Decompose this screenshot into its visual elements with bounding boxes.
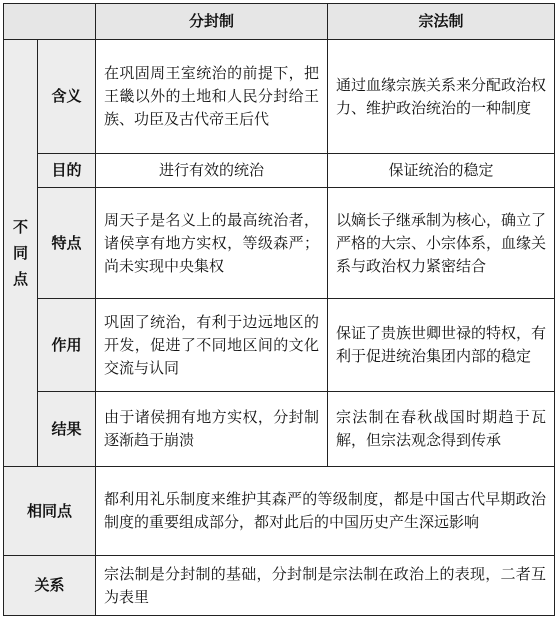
- cell-effect-zongfa: 保证了贵族世卿世禄的特权，有利于促进统治集团内部的稳定: [328, 299, 555, 392]
- row-effect: [4, 299, 555, 392]
- group-label-char: 不: [12, 218, 28, 237]
- row-label-relationship: 关系: [4, 556, 96, 616]
- cell-relationship: 宗法制是分封制的基础，分封制是宗法制在政治上的表现，二者互为表里: [96, 556, 555, 616]
- row-label-effect: 作用: [38, 299, 96, 392]
- cell-meaning-fengjian: 在巩固周王室统治的前提下，把王畿以外的土地和人民分封给王族、功臣及古代帝王后代: [96, 40, 328, 153]
- row-label-features: 特点: [38, 188, 96, 299]
- cell-purpose-zongfa: 保证统治的稳定: [328, 153, 555, 187]
- row-result: [4, 392, 555, 467]
- row-label-similarities: 相同点: [4, 467, 96, 556]
- header-fengjian: 分封制: [96, 4, 328, 40]
- cell-meaning-zongfa: 通过血缘宗族关系来分配政治权力、维护政治统治的一种制度: [328, 40, 555, 153]
- row-label-meaning: 含义: [38, 40, 96, 153]
- cell-features-zongfa: 以嫡长子继承制为核心，确立了严格的大宗、小宗体系，血缘关系与政治权力紧密结合: [328, 188, 555, 299]
- row-label-purpose: 目的: [38, 153, 96, 187]
- row-relationship: [4, 556, 555, 616]
- group-label-char: 点: [12, 270, 28, 289]
- row-features: [4, 188, 555, 299]
- cell-effect-fengjian: 巩固了统治，有利于边远地区的开发，促进了不同地区间的文化交流与认同: [96, 299, 328, 392]
- row-purpose: [4, 153, 555, 187]
- group-label-char: 同: [12, 244, 28, 263]
- cell-features-fengjian: 周天子是名义上的最高统治者，诸侯享有地方实权，等级森严；尚未实现中央集权: [96, 188, 328, 299]
- row-similarities: [4, 467, 555, 556]
- differences-group-label: [4, 40, 38, 467]
- cell-similarities: 都利用礼乐制度来维护其森严的等级制度，都是中国古代早期政治制度的重要组成部分，都对此后的中国历史产生深远影响: [96, 467, 555, 556]
- header-row: [4, 4, 555, 40]
- cell-result-fengjian: 由于诸侯拥有地方实权，分封制逐渐趋于崩溃: [96, 392, 328, 467]
- header-zongfa: 宗法制: [328, 4, 555, 40]
- comparison-table: [3, 3, 555, 616]
- header-corner-cell: [4, 4, 96, 40]
- row-label-result: 结果: [38, 392, 96, 467]
- cell-purpose-fengjian: 进行有效的统治: [96, 153, 328, 187]
- cell-result-zongfa: 宗法制在春秋战国时期趋于瓦解，但宗法观念得到传承: [328, 392, 555, 467]
- row-meaning: [4, 40, 555, 153]
